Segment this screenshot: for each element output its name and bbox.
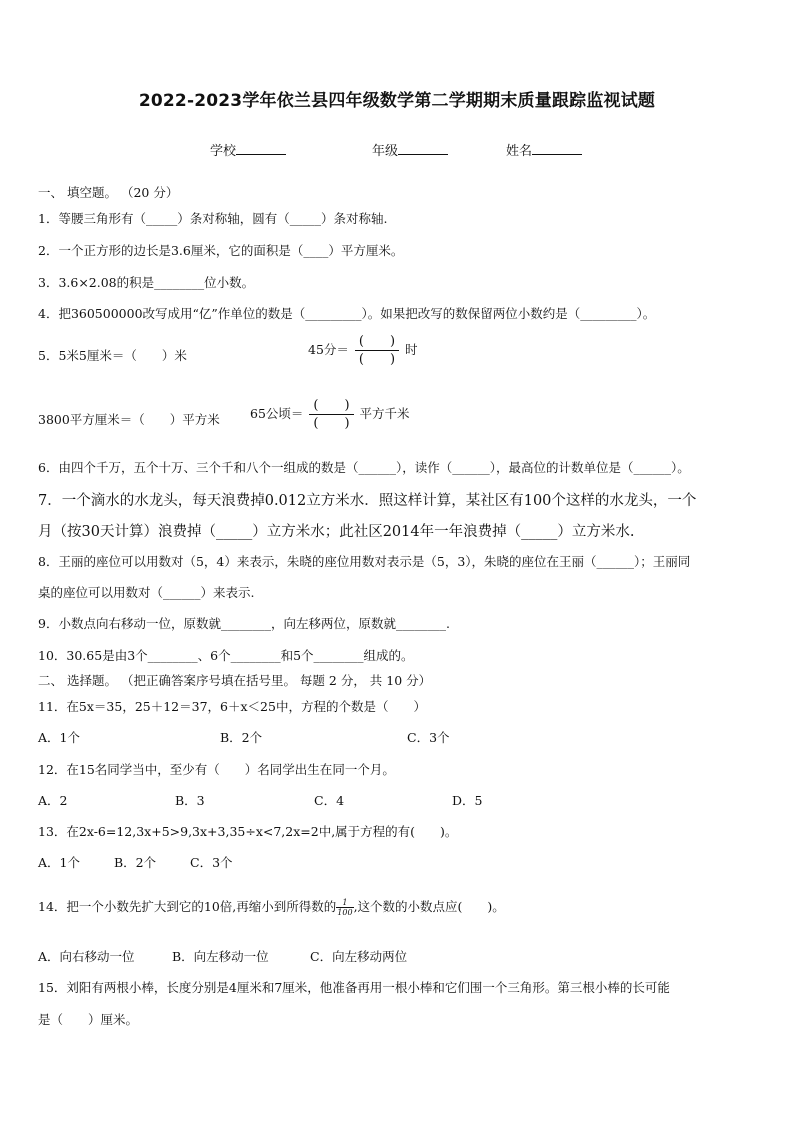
q12-option-d[interactable]: D．5 (452, 793, 483, 808)
section-heading-multiple-choice: 二、 选择题。 （把正确答案序号填在括号里。 每题 2 分， 共 10 分） (38, 673, 432, 688)
page-title: 2022-2023学年依兰县四年级数学第二学期期末质量跟踪监视试题 (138, 91, 656, 111)
grade-label: 年级 (372, 144, 399, 159)
school-blank[interactable] (236, 142, 286, 155)
q5b-numerator: ( ) (355, 333, 399, 351)
q5d-fraction (309, 397, 353, 432)
q5b-suffix: 时 (405, 342, 418, 357)
question-5-d (250, 397, 410, 432)
q12-option-b[interactable]: B．3 (175, 793, 205, 808)
school-field[interactable] (210, 140, 286, 159)
question-7-line-1: 7．一个滴水的水龙头，每天浪费掉0.012立方米水．照这样计算，某社区有100个这样的水龙头，一个 (38, 493, 697, 509)
question-1: 1．等腰三角形有（_____）条对称轴，圆有（_____）条对称轴. (38, 211, 388, 226)
question-10: 10．30.65是由3个________、6个________和5个________组成的。 (38, 648, 414, 663)
school-label: 学校 (210, 144, 237, 159)
question-13: 13．在2x-6=12,3x+5>9,3x+3,35÷x<7,2x=2中,属于方程的有( )。 (38, 824, 458, 839)
question-8-line-2: 桌的座位可以用数对（______）来表示. (38, 585, 255, 600)
q14-option-c[interactable]: C．向左移动两位 (310, 949, 408, 964)
grade-blank[interactable] (398, 142, 448, 155)
q14-option-b[interactable]: B．向左移动一位 (172, 949, 269, 964)
q13-option-c[interactable]: C．3个 (190, 855, 233, 870)
question-5-a: 5．5米5厘米＝（ ）米 (38, 348, 187, 363)
section-heading-fill-in: 一、 填空题。 （20 分） (38, 185, 179, 200)
q14-option-a[interactable]: A．向右移动一位 (38, 949, 135, 964)
q5d-numerator: ( ) (309, 397, 353, 415)
q14-stem-suffix: ,这个数的小数点应( )。 (353, 899, 505, 914)
q5d-suffix: 平方千米 (359, 406, 410, 421)
question-4: 4．把360500000改写成用“亿”作单位的数是（_________）。如果把改写的数保留两位小数约是（_________）。 (38, 306, 656, 321)
question-6: 6．由四个千万，五个十万、三个千和八个一组成的数是（______），读作（______），最高位的计数单位是（______）。 (38, 460, 690, 475)
name-blank[interactable] (532, 142, 582, 155)
question-3: 3．3.6×2.08的积是________位小数。 (38, 275, 255, 290)
question-2: 2．一个正方形的边长是3.6厘米，它的面积是（____）平方厘米。 (38, 243, 404, 258)
q5d-denominator: ( ) (313, 416, 350, 431)
question-11: 11．在5x＝35，25＋12＝37，6＋x＜25中，方程的个数是（ ） (38, 699, 426, 714)
grade-field[interactable] (372, 140, 448, 159)
q11-option-a[interactable]: A．1个 (38, 730, 80, 745)
q5b-prefix: 45分＝ (308, 342, 349, 357)
question-15-line-2: 是（ ）厘米。 (38, 1012, 139, 1027)
q14-frac-denominator: 100 (337, 908, 353, 917)
q13-option-b[interactable]: B．2个 (114, 855, 157, 870)
q14-fraction (336, 898, 353, 917)
question-9: 9．小数点向右移动一位，原数就________，向左移两位，原数就________. (38, 616, 450, 631)
q13-option-a[interactable]: A．1个 (38, 855, 80, 870)
question-8-line-1: 8．王丽的座位可以用数对（5，4）来表示，朱晓的座位用数对表示是（5，3），朱晓的座位在王丽（______）；王丽同 (38, 554, 691, 569)
question-5-c: 3800平方厘米＝（ ）平方米 (38, 412, 220, 427)
question-14 (38, 897, 505, 917)
q5d-prefix: 65公顷＝ (250, 406, 304, 421)
question-12: 12．在15名同学当中，至少有（ ）名同学出生在同一个月。 (38, 762, 395, 777)
question-7-line-2: 月（按30天计算）浪费掉（_____）立方米水；此社区2014年一年浪费掉（_____）立方米水. (38, 524, 635, 540)
q12-option-a[interactable]: A．2 (38, 793, 68, 808)
q5b-denominator: ( ) (358, 352, 396, 367)
name-label: 姓名 (506, 144, 533, 159)
question-15-line-1: 15．刘阳有两根小棒，长度分别是4厘米和7厘米，他准备再用一根小棒和它们围一个三角形。第三根小棒的长可能 (38, 980, 670, 995)
question-5-b (308, 333, 418, 368)
q12-option-c[interactable]: C．4 (314, 793, 345, 808)
q5b-fraction (355, 333, 399, 368)
name-field[interactable] (506, 140, 582, 159)
q11-option-c[interactable]: C．3个 (407, 730, 450, 745)
q14-frac-numerator: 1 (336, 898, 353, 908)
q14-stem-prefix: 14．把一个小数先扩大到它的10倍,再缩小到所得数的 (38, 899, 337, 914)
q11-option-b[interactable]: B．2个 (220, 730, 263, 745)
